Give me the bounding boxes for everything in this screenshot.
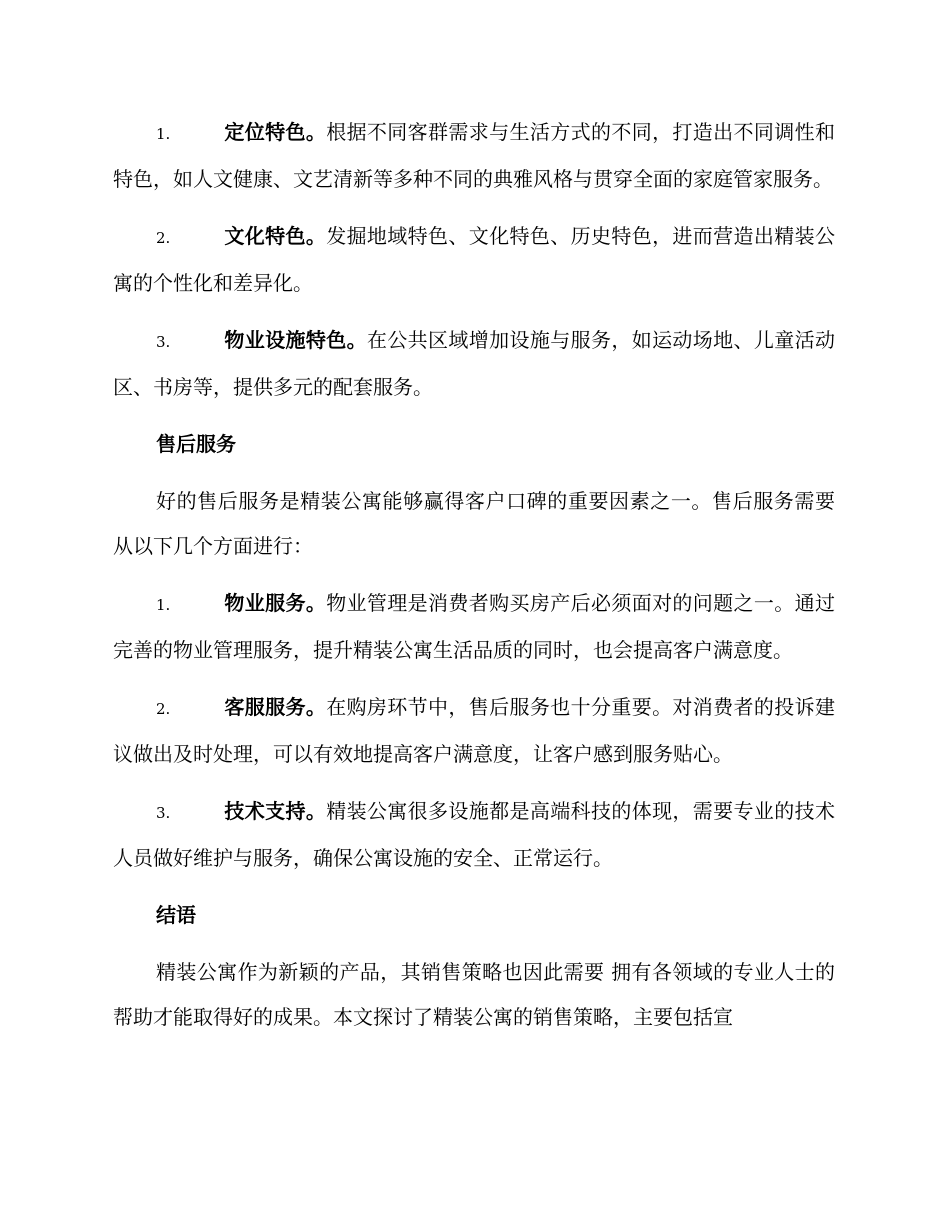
list-item-text: 在公共区域增加设施与服务，如运动场地、儿童活动区、书房等，提供多元的配套服务。	[113, 328, 836, 399]
list-number: 2.	[156, 229, 171, 247]
list-number: 3.	[156, 804, 171, 822]
list-item-customer-service	[113, 685, 835, 777]
list-number: 3.	[156, 333, 171, 351]
list-item-text: 物业管理是消费者购买房产后必须面对的问题之一。通过完善的物业管理服务，提升精装公寓生活品质的同时，也会提高客户满意度。	[113, 591, 836, 662]
list-item-text: 根据不同客群需求与生活方式的不同，打造出不同调性和特色，如人文健康、文艺清新等多种不同的典雅风格与贯穿全面的家庭管家服务。	[113, 120, 836, 191]
after-sales-intro: 好的售后服务是精装公寓能够赢得客户口碑的重要因素之一。售后服务需要从以下几个方面进行：	[113, 489, 835, 558]
list-item-text: 发掘地域特色、文化特色、历史特色，进而营造出精装公寓的个性化和差异化。	[113, 224, 836, 295]
list-item-positioning	[113, 110, 835, 202]
list-item-facilities	[113, 318, 835, 410]
list-item-title: 物业服务。	[224, 591, 327, 615]
list-item-title: 物业设施特色。	[224, 328, 367, 352]
conclusion-text: 精装公寓作为新颖的产品，其销售策略也因此需要 拥有各领域的专业人士的帮助才能取得好的成果。本文探讨了精装公寓的销售策略，主要包括宣	[113, 960, 835, 1029]
list-item-title: 定位特色。	[224, 120, 327, 144]
section-heading-conclusion: 结语	[156, 903, 196, 927]
list-item-property-service	[113, 581, 835, 673]
list-item-text: 在购房环节中，售后服务也十分重要。对消费者的投诉建议做出及时处理，可以有效地提高客户满意度，让客户感到服务贴心。	[113, 695, 836, 766]
list-number: 1.	[156, 596, 171, 614]
list-number: 1.	[156, 125, 171, 143]
list-item-title: 文化特色。	[224, 224, 327, 248]
list-item-culture	[113, 214, 835, 306]
section-heading-after-sales: 售后服务	[156, 432, 236, 456]
list-number: 2.	[156, 700, 171, 718]
list-item-tech-support	[113, 789, 835, 881]
document-body	[113, 110, 835, 1052]
list-item-title: 技术支持。	[224, 799, 327, 823]
list-item-text: 精装公寓很多设施都是高端科技的体现，需要专业的技术人员做好维护与服务，确保公寓设施的安全、正常运行。	[113, 799, 836, 870]
list-item-title: 客服服务。	[224, 695, 327, 719]
